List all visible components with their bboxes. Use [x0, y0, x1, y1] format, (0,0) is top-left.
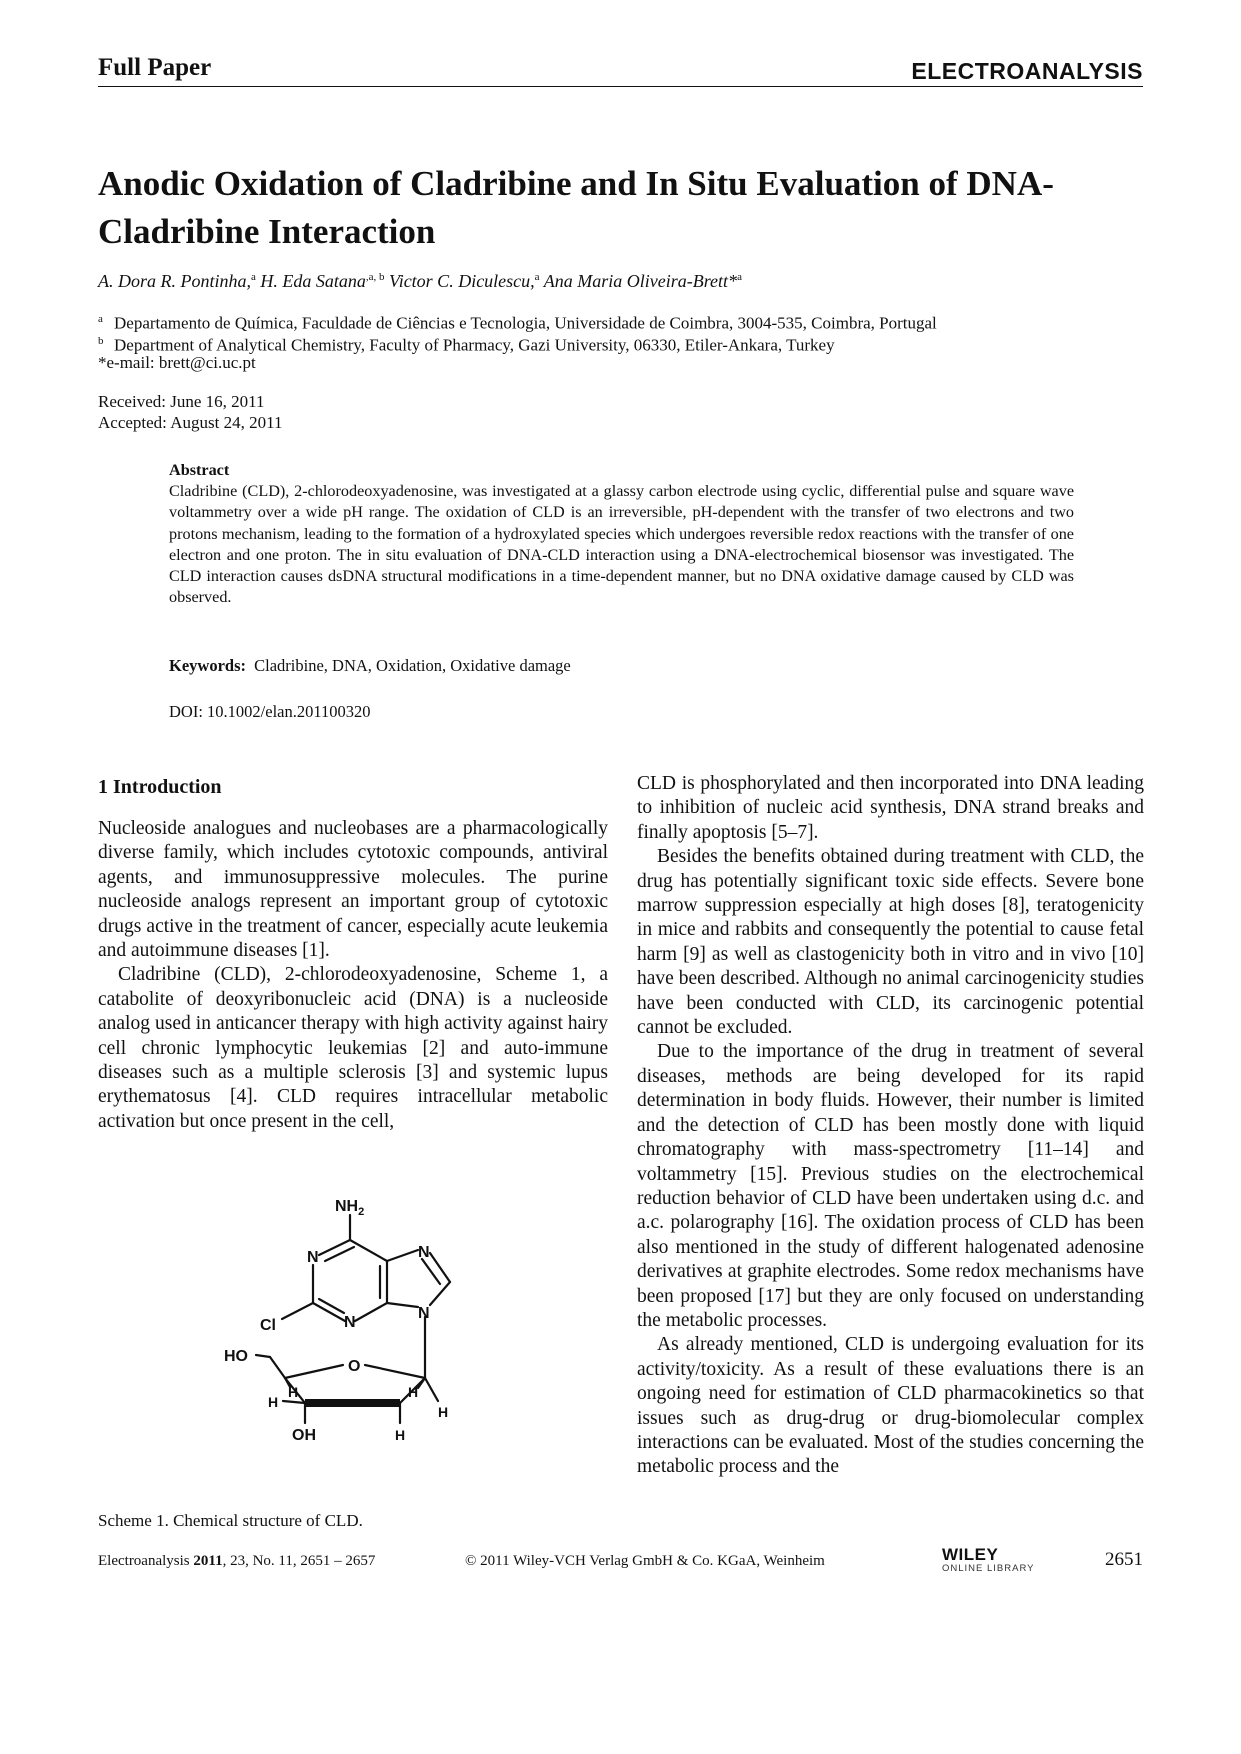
left-column — [98, 817, 608, 1134]
affiliation-mark: a — [98, 313, 103, 325]
doi-link[interactable]: DOI: 10.1002/elan.201100320 — [169, 702, 371, 721]
accepted-date: Accepted: August 24, 2011 — [98, 413, 283, 432]
abstract — [169, 460, 1074, 608]
author-affiliation-mark: ,a, b — [365, 271, 385, 283]
body-paragraph: Besides the benefits obtained during treatment with CLD, the drug has potentially significant toxic side effects. Severe bone marrow suppression especially at high doses [8], teratogenicity in mice and rabbits and consequently the potential to cause fetal harm [9] as well as clastogenicity both in vitro and in vivo [10] have been described. Although no animal carcinogenicity studies have been conducted with CLD, its carcinogenic potential cannot be excluded. — [637, 846, 1144, 1039]
affiliation-mark: b — [98, 335, 104, 347]
chemical-structure-diagram — [220, 1195, 480, 1505]
received-date: Received: June 16, 2011 — [98, 392, 265, 411]
affiliation-text: Department of Analytical Chemistry, Faculty of Pharmacy, Gazi University, 06330, Etiler-Ankara, Turkey — [114, 335, 835, 355]
publisher-logo[interactable] — [942, 1546, 1035, 1575]
keywords-list: Cladribine, DNA, Oxidation, Oxidative damage — [254, 656, 571, 675]
author-name: Ana Maria Oliveira-Brett* — [543, 271, 738, 291]
wiley-logo-text: WILEY — [942, 1545, 999, 1564]
abstract-text: Cladribine (CLD), 2-chlorodeoxyadenosine, was investigated at a glassy carbon electrode using cyclic, differential pulse and square wave voltammetry over a wide pH range. The oxidation of CLD is an irreversible, pH-dependent with the transfer of two electrons and two protons mechanism, leading to the formation of a hydroxylated species which undergoes reversible redox reactions with the transfer of one electron and one proton. The in situ evaluation of DNA-CLD interaction using a DNA-electrochemical biosensor was investigated. The CLD interaction causes dsDNA structural modifications in a time-dependent manner, but no DNA oxidative damage caused by CLD was observed. — [169, 482, 1074, 607]
author-name: A. Dora R. Pontinha, — [98, 271, 251, 291]
author-affiliation-mark: a — [251, 271, 256, 283]
online-library-text: ONLINE LIBRARY — [942, 1563, 1035, 1574]
hydroxyl-3-label: OH — [292, 1427, 316, 1444]
keywords — [169, 656, 571, 676]
right-column — [637, 772, 1144, 1480]
n3-label: N — [344, 1314, 356, 1331]
affiliation-text: Departamento de Química, Faculdade de Ciências e Tecnologia, Universidade de Coimbra, 3004-535, Coimbra, Portugal — [114, 313, 937, 333]
copyright-notice: © 2011 Wiley-VCH Verlag GmbH & Co. KGaA, Weinheim — [465, 1553, 825, 1569]
author-affiliation-mark: a — [737, 271, 742, 283]
hydrogen-label: H — [395, 1427, 406, 1443]
hydrogen-label: H — [408, 1384, 419, 1400]
author-affiliation-mark: a — [534, 271, 540, 283]
scheme-caption: Scheme 1. Chemical structure of CLD. — [98, 1511, 363, 1530]
chlorine-label: Cl — [260, 1317, 276, 1334]
hydroxyl-5-label: HO — [224, 1348, 248, 1365]
author-name: H. Eda Satana — [260, 271, 366, 291]
amino-group-label: $NH_2$ — [335, 1198, 365, 1218]
body-paragraph: Nucleoside analogues and nucleobases are a pharmacologically diverse family, which includes cytotoxic compounds, antiviral agents, and immunosuppressive molecules. The purine nucleoside analogs represent an important group of cytotoxic drugs active in the treatment of cancer, especially acute leukemia and autoimmune diseases [1]. — [98, 818, 608, 962]
corresponding-email[interactable]: *e-mail: brett@ci.uc.pt — [98, 353, 256, 372]
journal-name: ELECTROANALYSIS — [911, 58, 1143, 84]
author-name: Victor C. Diculescu, — [389, 271, 535, 291]
header-rule — [98, 86, 1143, 87]
article-dates — [98, 391, 282, 433]
page-number: 2651 — [1105, 1549, 1143, 1570]
n1-label: N — [307, 1249, 319, 1266]
hydrogen-label: H — [438, 1404, 449, 1420]
n9-label: N — [418, 1305, 430, 1322]
n7-label: N — [418, 1244, 430, 1261]
keywords-label: Keywords: — [169, 656, 246, 675]
hydrogen-label: H — [268, 1394, 279, 1410]
body-paragraph: CLD is phosphorylated and then incorporated into DNA leading to inhibition of nucleic acid synthesis, DNA strand breaks and finally apoptosis [5–7]. — [637, 773, 1144, 843]
section-heading: 1 Introduction — [98, 776, 222, 798]
body-paragraph: Due to the importance of the drug in treatment of several diseases, methods are being developed for its rapid determination in body fluids. However, their number is limited and the detection of CLD has been mostly done with liquid chromatography with mass-spectrometry [11–14] and voltammetry [15]. Previous studies on the electrochemical reduction behavior of CLD have been undertaken using d.c. and a.c. polarography [16]. The oxidation process of CLD has been also mentioned in the study of different halogenated adenosine derivatives at graphite electrodes. Some redox mechanisms have been proposed [17] but they are only focused on understanding the metabolic processes. — [637, 1041, 1144, 1331]
title-line-2: Cladribine Interaction — [98, 212, 436, 251]
article-title — [98, 160, 1158, 256]
ring-oxygen-label: O — [348, 1358, 361, 1375]
title-line-1: Anodic Oxidation of Cladribine and In Situ Evaluation of DNA- — [98, 164, 1054, 203]
body-paragraph: As already mentioned, CLD is undergoing evaluation for its activity/toxicity. As a result of these evaluations there is an ongoing need for estimation of CLD pharmacokinetics so that issues such as drug-drug or drug-biomolecular complex interactions can be evaluated. Most of the studies concerning the metabolic process and the — [637, 1334, 1144, 1478]
citation-line: Electroanalysis 2011, 23, No. 11, 2651 – 2657 — [98, 1553, 376, 1569]
abstract-heading: Abstract — [169, 461, 230, 479]
body-paragraph: Cladribine (CLD), 2-chlorodeoxyadenosine, Scheme 1, a catabolite of deoxyribonucleic acid (DNA) is a nucleoside analog used in anticancer therapy with high activity against hairy cell chronic lymphocytic leukemias [2] and auto-immune diseases such as a multiple sclerosis [3] and systemic lupus erythematosus [4]. CLD requires intracellular metabolic activation but once present in the cell, — [98, 964, 608, 1132]
hydrogen-label: H — [288, 1384, 299, 1400]
section-label: Full Paper — [98, 54, 212, 81]
author-list — [98, 271, 1143, 292]
